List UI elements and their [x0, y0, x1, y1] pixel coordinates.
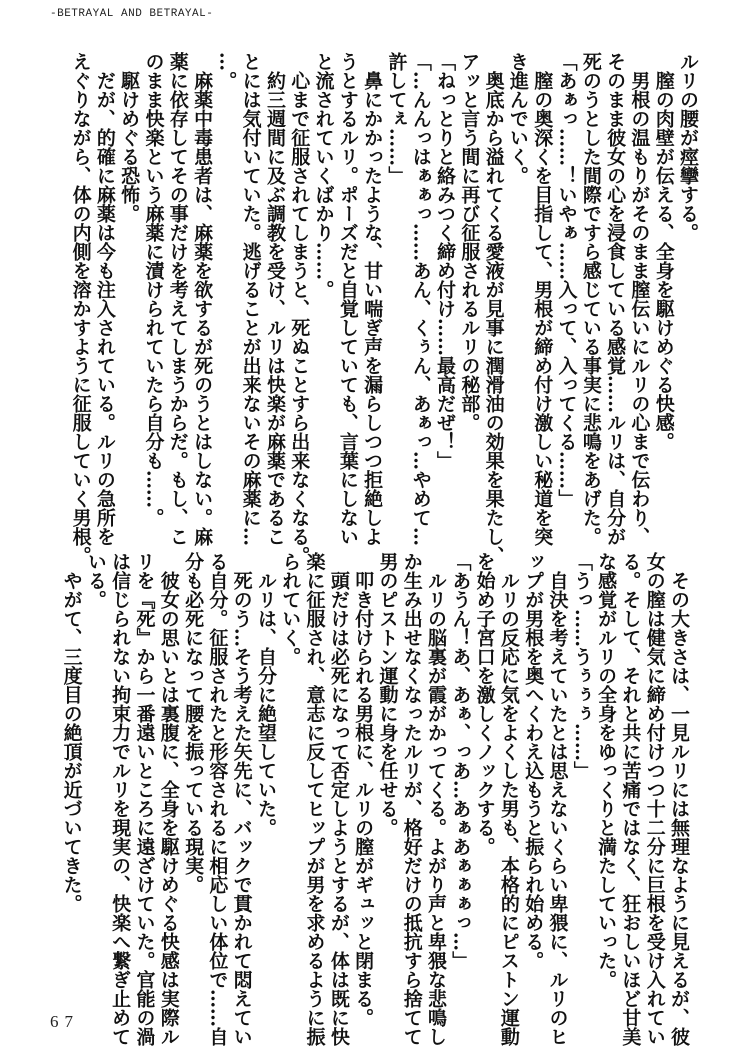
text-line: リを『死』から一番遠いところに遠ざけていた。官能の渦	[133, 552, 156, 1046]
text-line: 薬に依存してその事だけを考えてしまうからだ。もし、こ	[166, 52, 189, 546]
text-line: 叩き付けられる男根に、ルリの膣がギュッと閉まる。	[352, 552, 375, 1027]
text-line: か生み出せなくなったルリが、格好だけの抵抗すら捨てて	[400, 552, 423, 1046]
page-number: 67	[50, 1012, 79, 1031]
text-line: だが、的確に麻薬は今も注入されている。ルリの急所を	[93, 52, 116, 546]
text-line: 死のう…そう考えた矢先に、バックで貫かれて悶えてい	[230, 552, 253, 1046]
text-line: ップが男根を奥へくわえ込もうと振られ始める。	[522, 552, 545, 970]
text-line: そのまま彼女の心を浸食している感覚……ルリは、自分が	[604, 52, 627, 546]
text-line: とには気付いていた。逃げることが出来ないその麻薬に…	[239, 52, 262, 546]
text-line: 頭だけは必死になって否定しようとするが、体は既に快	[327, 552, 350, 1046]
text-line: な感覚がルリの全身をゆっくりと満たしていった。	[595, 552, 618, 989]
text-line: 楽に征服され、意志に反してヒップが男を求めるように振	[303, 552, 326, 1046]
text-line: ルリの腰が痙攣する。	[677, 52, 699, 242]
text-line: その大きさは、一見ルリには無理なように見えるが、彼	[668, 552, 690, 1046]
text-line: と流されていくばかり……。	[312, 52, 335, 299]
text-line: 「ねっとりと絡みつく締め付け……最高だぜ！」	[434, 52, 457, 470]
text-line: 奥底から溢れてくる愛液が見事に潤滑油の効果を果たし、	[482, 52, 505, 565]
text-line: 「あうん！あ、あぁ、っあ…あぁあぁぁぁっ…」	[449, 552, 472, 970]
text-line: 鼻にかかったような、甘い喘ぎ声を漏らしつつ拒絶しよ	[361, 52, 384, 546]
text-line: られていく。	[279, 552, 302, 666]
text-line: 許してぇ……」	[385, 52, 408, 185]
text-line: 自決を考えていたとは思えないくらい卑猥に、ルリのヒ	[546, 552, 569, 1046]
text-line: る。そして、それと共に苦痛ではなく、狂おしいほど甘美	[619, 552, 642, 1046]
text-line: 麻薬中毒患者は、麻薬を欲するが死のうとはしない。麻	[191, 52, 214, 546]
text-line: ルリは、自分に絶望していた。	[254, 552, 277, 837]
text-line: えぐりながら、体の内側を溶かすように征服していく男根。	[69, 52, 92, 565]
text-line: やがて、三度目の絶頂が近づいてきた。	[60, 552, 83, 913]
text-line: うとするルリ。ポーズだと自覚していても、言葉にしない	[336, 52, 359, 546]
text-line: アッと言う間に再び征服されるルリの秘部。	[458, 52, 481, 432]
text-line: を始め子宮口を激しくノックする。	[473, 552, 496, 856]
text-line: 「うっ……うぅぅぅ……」	[570, 552, 593, 780]
text-line: る自分。征服されたと形容されるに相応しい体位で……自	[206, 552, 229, 1046]
text-line: いる。	[84, 552, 107, 609]
text-line: 膣の肉壁が伝える、全身を駆けめぐる快感。	[652, 52, 675, 451]
text-line: 駆けめぐる恐怖。	[118, 52, 141, 223]
text-line: 「あぁっ……！いやぁ……入って、入ってくる……」	[555, 52, 578, 508]
text-line: 男根の温もりがそのまま膣伝いにルリの心まで伝わり、	[628, 52, 651, 546]
text-line: のまま快楽という麻薬に漬けられていたら自分も……。	[142, 52, 165, 527]
running-header: -BETRAYAL AND BETRAYAL-	[50, 8, 214, 20]
text-line: は信じられない拘束力でルリを現実の、快楽へ繋ぎ止めて	[109, 552, 132, 1046]
text-line: き進んでいく。	[506, 52, 529, 185]
text-line: 膣の奥深くを目指して、男根が締め付け激しい秘道を突	[531, 52, 554, 546]
text-line: 心まで征服されてしまうと、死ぬことすら出来なくなる。	[288, 52, 311, 565]
text-line: 死のうとした間際ですら感じている事実に悲鳴をあげた。	[579, 52, 602, 546]
text-line: 彼女の思いとは裏腹に、全身を駆けめぐる快感は実際ル	[157, 552, 180, 1046]
text-line: 約三週間に及ぶ調教を受け、ルリは快楽が麻薬であるこ	[263, 52, 286, 546]
text-line: 女の膣は健気に締め付けつつ十二分に巨根を受け入れてい	[643, 552, 666, 1046]
text-line: 「…んんっはぁぁっ……あん、くぅん、あぁっ…やめて…	[409, 52, 432, 546]
text-line: ルリの脳裏が霞がかってくる。よがり声と卑猥な悲鳴し	[425, 552, 448, 1046]
text-line: …。	[215, 52, 238, 90]
text-line: 分も必死になって腰を振っている現実。	[182, 552, 205, 894]
text-block-top	[68, 52, 700, 565]
text-line: ルリの反応に気をよくした男も、本格的にピストン運動	[497, 552, 520, 1046]
text-line: 男のピストン運動に身を任せる。	[376, 552, 399, 837]
